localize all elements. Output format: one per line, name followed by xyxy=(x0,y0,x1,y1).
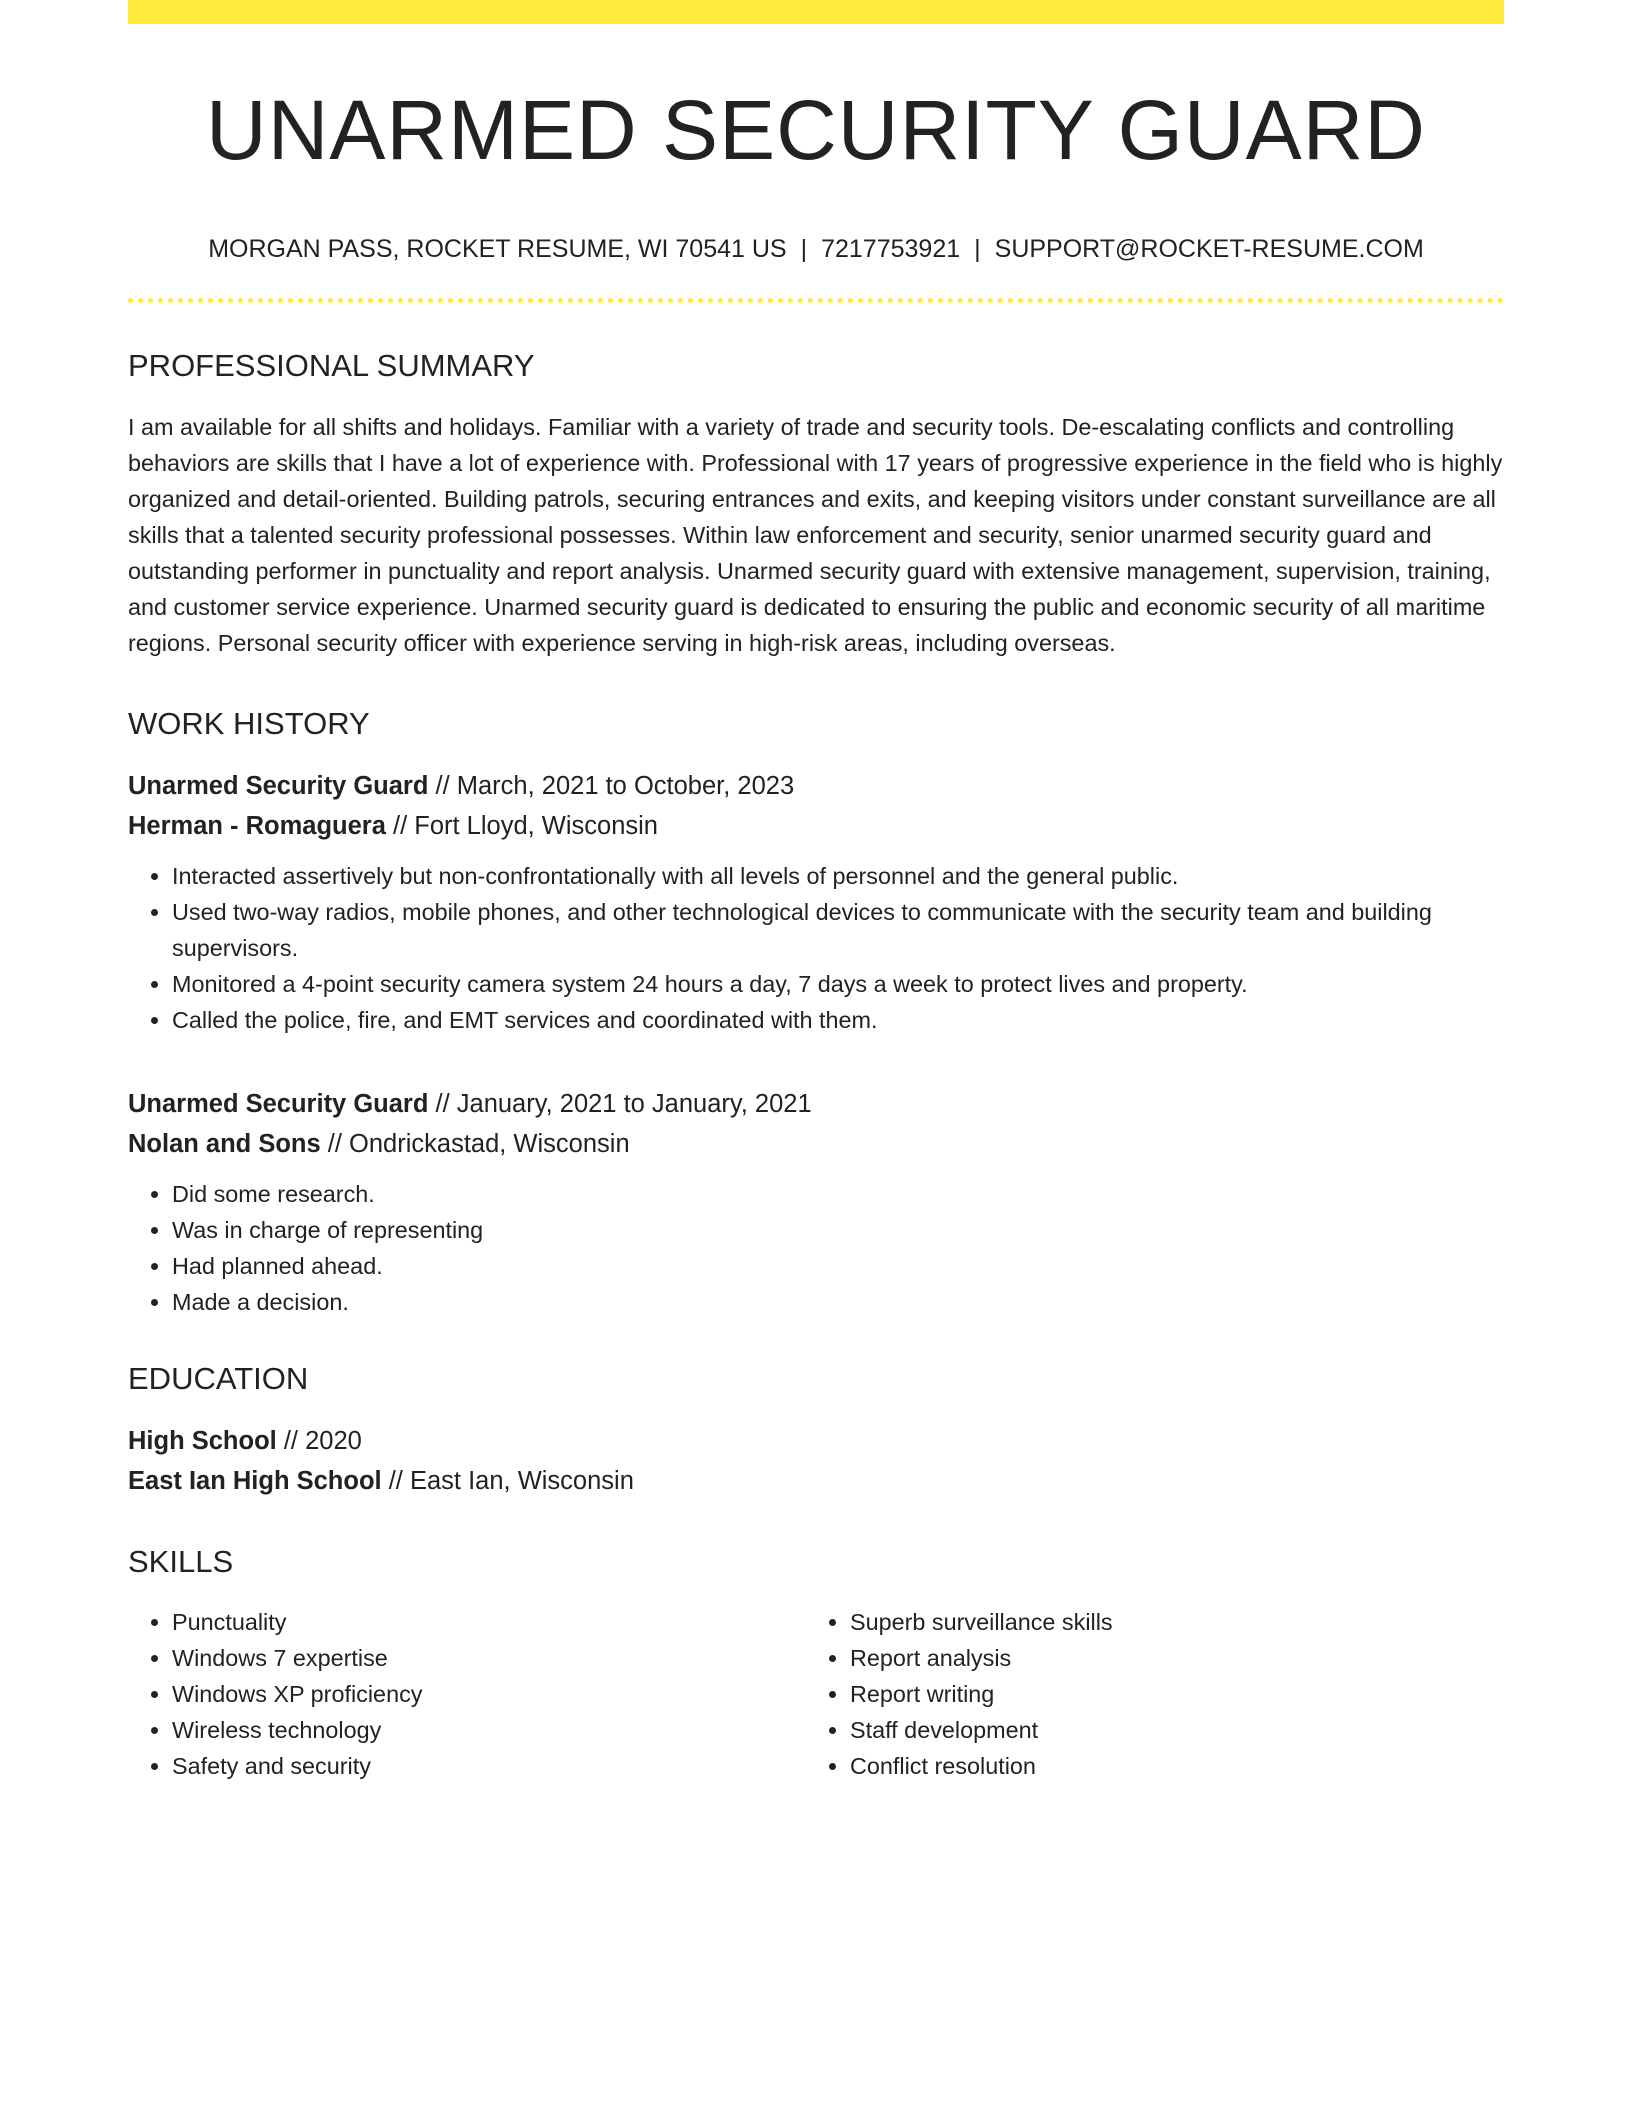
summary-heading: PROFESSIONAL SUMMARY xyxy=(128,348,535,384)
job-location: // Ondrickastad, Wisconsin xyxy=(320,1129,630,1158)
list-item: • Called the police, fire, and EMT services and coordinated with them. xyxy=(172,1002,1504,1038)
list-item: • Was in charge of representing xyxy=(172,1212,1504,1248)
list-item: • Had planned ahead. xyxy=(172,1248,1504,1284)
job-company: Herman - Romaguera xyxy=(128,811,386,840)
job-position: Unarmed Security Guard xyxy=(128,1089,429,1118)
accent-bar xyxy=(128,0,1504,24)
skills-column-left xyxy=(128,1604,806,1784)
list-item: • Monitored a 4-point security camera system 24 hours a day, 7 days a week to protect lives and property. xyxy=(172,966,1504,1002)
work-history-heading: WORK HISTORY xyxy=(128,705,370,741)
contact-phone: 7217753921 xyxy=(821,235,961,264)
skills-heading: SKILLS xyxy=(128,1543,234,1579)
education-school-line xyxy=(128,1461,1504,1501)
list-item: • Wireless technology xyxy=(172,1712,806,1748)
list-item: • Interacted assertively but non-confrontationally with all levels of personnel and the general public. xyxy=(172,858,1504,894)
contact-email: SUPPORT@ROCKET-RESUME.COM xyxy=(994,235,1424,264)
list-item: • Windows XP proficiency xyxy=(172,1676,806,1712)
dotted-divider xyxy=(128,298,1504,303)
job-company-line xyxy=(128,806,1504,846)
job-dates: // January, 2021 to January, 2021 xyxy=(428,1089,812,1118)
candidate-title: UNARMED SECURITY GUARD xyxy=(206,83,1426,177)
contact-line xyxy=(128,234,1504,264)
job-entry xyxy=(128,766,1504,1038)
job-position: Unarmed Security Guard xyxy=(128,771,429,800)
job-entry xyxy=(128,1084,1504,1320)
contact-address: MORGAN PASS, ROCKET RESUME, WI 70541 US xyxy=(208,235,787,264)
resume-page xyxy=(128,0,1504,1784)
list-item: • Used two-way radios, mobile phones, and other technological devices to communicate with the security team and building supervisors. xyxy=(172,894,1504,966)
list-item: • Safety and security xyxy=(172,1748,806,1784)
list-item: • Conflict resolution xyxy=(850,1748,1484,1784)
education-year: // 2020 xyxy=(276,1426,362,1455)
job-duties xyxy=(128,858,1504,1038)
list-item: • Report analysis xyxy=(850,1640,1484,1676)
education-location: // East Ian, Wisconsin xyxy=(381,1466,634,1495)
education-entry xyxy=(128,1421,1504,1501)
skills-list xyxy=(128,1604,1504,1784)
job-dates: // March, 2021 to October, 2023 xyxy=(428,771,795,800)
list-item: • Staff development xyxy=(850,1712,1484,1748)
contact-separator: | xyxy=(974,235,981,264)
job-location: // Fort Lloyd, Wisconsin xyxy=(385,811,658,840)
summary-text: I am available for all shifts and holidays. Familiar with a variety of trade and security tools. De-escalating conflicts and controlling behaviors are skills that I have a lot of experience with. Professional with 17 years of progressive experience in the field who is highly organized and detail-oriented. Building patrols, securing entrances and exits, and keeping visitors under constant surveillance are all skills that a talented security professional possesses. Within law enforcement and security, senior unarmed security guard and outstanding performer in punctuality and report analysis. Unarmed security guard with extensive management, supervision, training, and customer service experience. Unarmed security guard is dedicated to ensuring the public and economic security of all maritime regions. Personal security officer with experience serving in high-risk areas, including overseas. xyxy=(128,413,1503,656)
list-item: • Made a decision. xyxy=(172,1284,1504,1320)
job-position-line xyxy=(128,766,1504,806)
list-item: • Punctuality xyxy=(172,1604,806,1640)
education-degree: High School xyxy=(128,1426,277,1455)
job-company-line xyxy=(128,1124,1504,1164)
education-school: East Ian High School xyxy=(128,1466,382,1495)
list-item: • Did some research. xyxy=(172,1176,1504,1212)
skills-column-right xyxy=(806,1604,1484,1784)
education-heading: EDUCATION xyxy=(128,1360,309,1396)
list-item: • Windows 7 expertise xyxy=(172,1640,806,1676)
contact-separator: | xyxy=(800,235,808,264)
list-item: • Report writing xyxy=(850,1676,1484,1712)
job-position-line xyxy=(128,1084,1504,1124)
job-duties xyxy=(128,1176,1504,1320)
education-degree-line xyxy=(128,1421,1504,1461)
job-company: Nolan and Sons xyxy=(128,1129,321,1158)
list-item: • Superb surveillance skills xyxy=(850,1604,1484,1640)
